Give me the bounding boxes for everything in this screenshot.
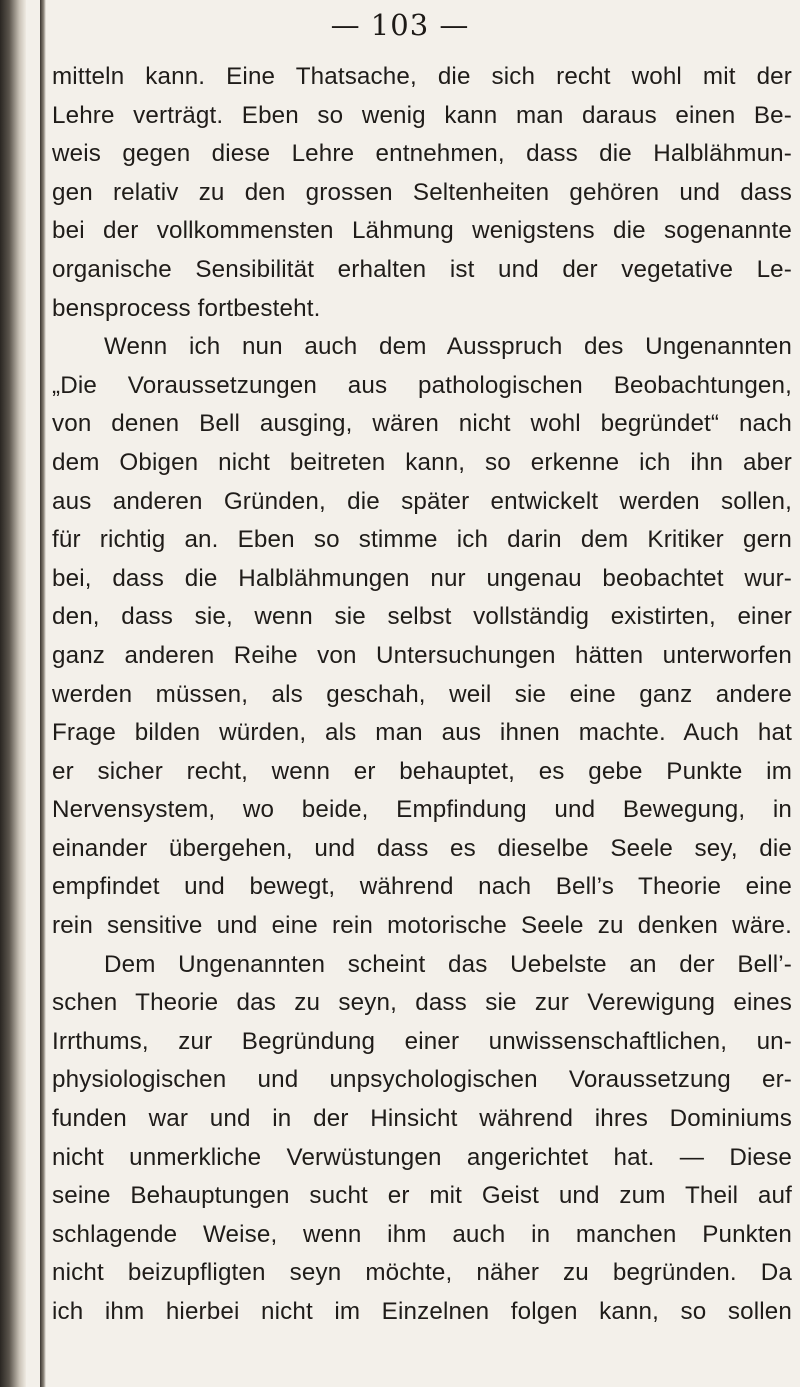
text-line: funden war und in der Hinsicht während ihres Dominiums: [52, 1105, 792, 1133]
text-line: schlagende Weise, wenn ihm auch in manchen Punkten: [52, 1220, 792, 1248]
text-line: aus anderen Gründen, die später entwickelt werden sollen,: [52, 487, 792, 515]
text-line: rein sensitive und eine rein motorische Seele zu denken wäre.: [52, 912, 792, 940]
book-binding-shadow: [0, 0, 26, 1387]
text-line: von denen Bell ausging, wären nicht wohl begründet“ nach: [52, 410, 792, 438]
text-line: seine Behauptungen sucht er mit Geist und zum Theil auf: [52, 1182, 792, 1210]
text-line: bensprocess fortbesteht.: [52, 294, 321, 322]
paragraph-start-line: Dem Ungenannten scheint das Uebelste an der Bell’-: [104, 950, 792, 978]
text-line: schen Theorie das zu seyn, dass sie zur Verewigung eines: [52, 989, 792, 1017]
text-line: mitteln kann. Eine Thatsache, die sich recht wohl mit der: [52, 63, 792, 90]
text-line: ich ihm hierbei nicht im Einzelnen folgen kann, so sollen: [52, 1298, 792, 1325]
paragraph-start-line: Wenn ich nun auch dem Ausspruch des Ungenannten: [104, 333, 792, 361]
body-text: [52, 58, 792, 1332]
text-line: nicht beizupfligten seyn möchte, näher zu begründen. Da: [52, 1259, 792, 1287]
text-line: bei der vollkommensten Lähmung wenigstens die sogenannte: [52, 217, 792, 245]
text-line: Irrthums, zur Begründung einer unwissenschaftlichen, un-: [52, 1027, 792, 1055]
page-number: — 103 —: [330, 8, 470, 42]
text-line: weis gegen diese Lehre entnehmen, dass die Halblähmun-: [52, 140, 792, 168]
text-line: einander übergehen, und dass es dieselbe Seele sey, die: [52, 834, 792, 862]
text-line: ganz anderen Reihe von Untersuchungen hätten unterworfen: [52, 641, 792, 669]
text-line: für richtig an. Eben so stimme ich darin dem Kritiker gern: [52, 526, 792, 554]
text-line: organische Sensibilität erhalten ist und der vegetative Le-: [52, 255, 792, 283]
text-line: er sicher recht, wenn er behauptet, es gebe Punkte im: [52, 757, 792, 785]
text-line: Frage bilden würden, als man aus ihnen machte. Auch hat: [52, 719, 792, 747]
text-line: dem Obigen nicht beitreten kann, so erkenne ich ihn aber: [52, 448, 792, 476]
text-line: gen relativ zu den grossen Seltenheiten gehören und dass: [52, 178, 792, 206]
page-gutter: [40, 0, 46, 1387]
text-line: empfindet und bewegt, während nach Bell’s Theorie eine: [52, 873, 792, 901]
text-line: physiologischen und unpsychologischen Voraussetzung er-: [52, 1066, 792, 1094]
text-line: Nervensystem, wo beide, Empfindung und Bewegung, in: [52, 796, 792, 824]
text-line: den, dass sie, wenn sie selbst vollständig existirten, einer: [52, 603, 792, 631]
text-line: nicht unmerkliche Verwüstungen angerichtet hat. — Diese: [52, 1143, 792, 1171]
text-line: werden müssen, als geschah, weil sie eine ganz andere: [52, 680, 792, 708]
text-line: Lehre verträgt. Eben so wenig kann man daraus einen Be-: [52, 101, 792, 129]
text-line: bei, dass die Halblähmungen nur ungenau beobachtet wur-: [52, 564, 792, 592]
text-line: „Die Voraussetzungen aus pathologischen Beobachtungen,: [52, 371, 792, 399]
